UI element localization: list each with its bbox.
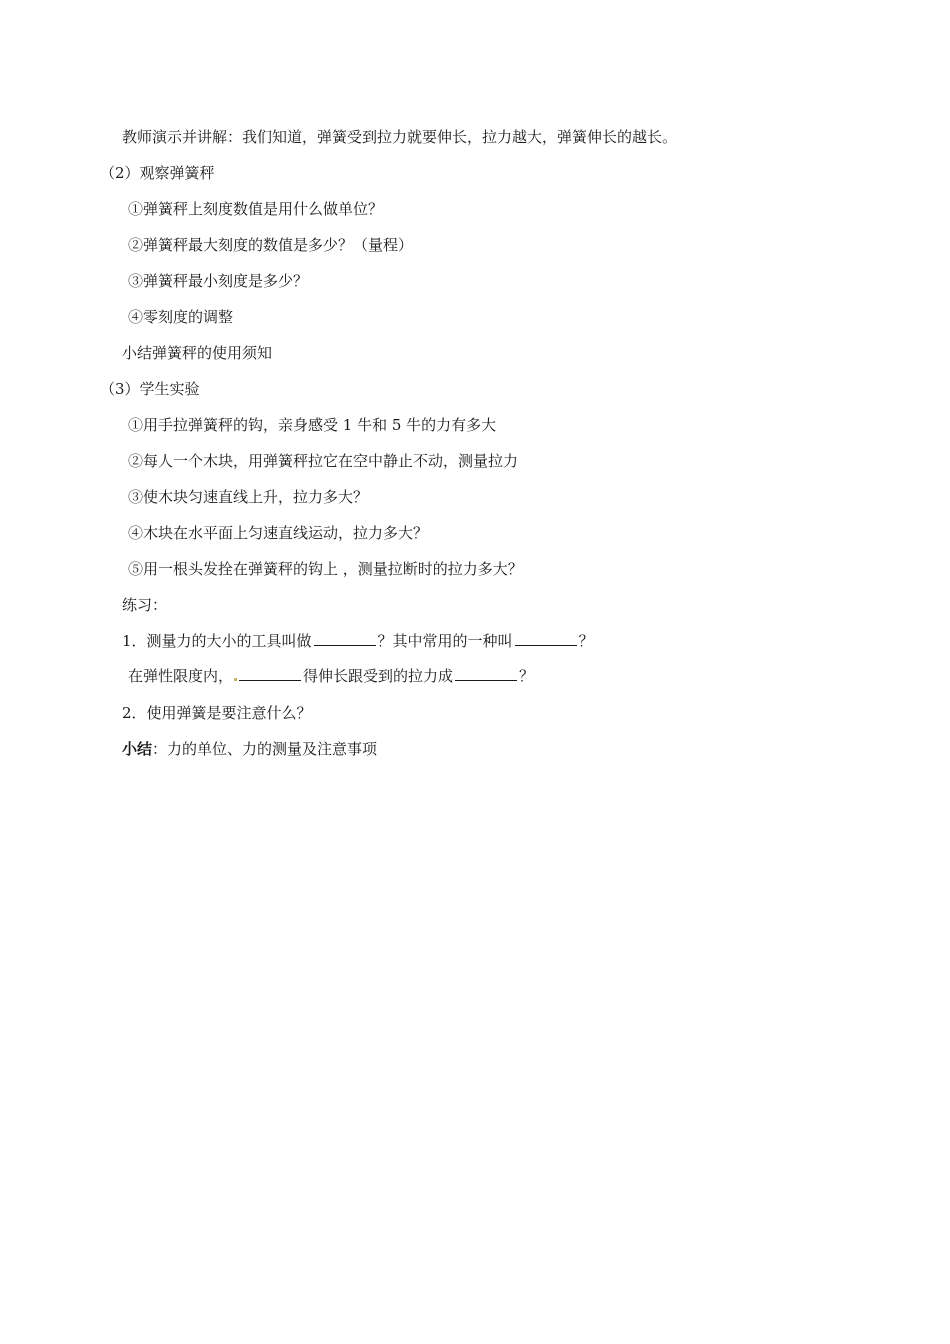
q1b-text-middle: 得伸长跟受到的拉力成 xyxy=(303,667,454,685)
section-2-item-4: ④零刻度的调整 xyxy=(128,308,234,326)
mark-dot xyxy=(234,678,237,681)
q1-blank-1[interactable] xyxy=(314,631,376,646)
intro-paragraph: 教师演示并讲解：我们知道，弹簧受到拉力就要伸长，拉力越大，弹簧伸长的越长。 xyxy=(122,128,678,146)
q1-blank-2[interactable] xyxy=(515,631,577,646)
q1b-blank-2[interactable] xyxy=(455,666,517,681)
conclusion xyxy=(122,739,377,759)
conclusion-label: 小结 xyxy=(122,740,153,758)
section-2-item-1: ①弹簧秤上刻度数值是用什么做单位？ xyxy=(128,200,384,218)
section-2-heading: （2）观察弹簧秤 xyxy=(100,164,215,182)
section-2-item-3: ③弹簧秤最小刻度是多少？ xyxy=(128,272,309,290)
section-3-item-4: ④木块在水平面上匀速直线运动，拉力多大？ xyxy=(128,524,429,542)
practice-question-1b xyxy=(128,666,534,686)
conclusion-text: ：力的单位、力的测量及注意事项 xyxy=(152,740,378,758)
section-2-item-2: ②弹簧秤最大刻度的数值是多少？（量程） xyxy=(128,236,414,254)
summary-note: 小结弹簧秤的使用须知 xyxy=(122,344,273,362)
practice-heading: 练习： xyxy=(122,596,168,614)
q1-text-middle: ？其中常用的一种叫 xyxy=(377,632,513,650)
q1-text-end: ？ xyxy=(578,632,594,650)
q1b-text-end: ？ xyxy=(519,667,535,685)
q1-text-start: 1．测量力的大小的工具叫做 xyxy=(122,632,312,650)
section-3-item-5: ⑤用一根头发拴在弹簧秤的钩上 ，测量拉断时的拉力多大？ xyxy=(128,560,523,578)
practice-question-1 xyxy=(122,631,594,651)
q1b-blank-1[interactable] xyxy=(239,666,301,681)
section-3-item-3: ③使木块匀速直线上升，拉力多大？ xyxy=(128,488,369,506)
section-3-item-1: ①用手拉弹簧秤的钩，亲身感受 1 牛和 5 牛的力有多大 xyxy=(128,416,497,434)
practice-question-2: 2．使用弹簧是要注意什么？ xyxy=(122,704,312,722)
section-3-item-2: ②每人一个木块，用弹簧秤拉它在空中静止不动，测量拉力 xyxy=(128,452,519,470)
section-3-heading: （3）学生实验 xyxy=(100,380,200,398)
q1b-text-start: 在弹性限度内， xyxy=(128,667,234,685)
